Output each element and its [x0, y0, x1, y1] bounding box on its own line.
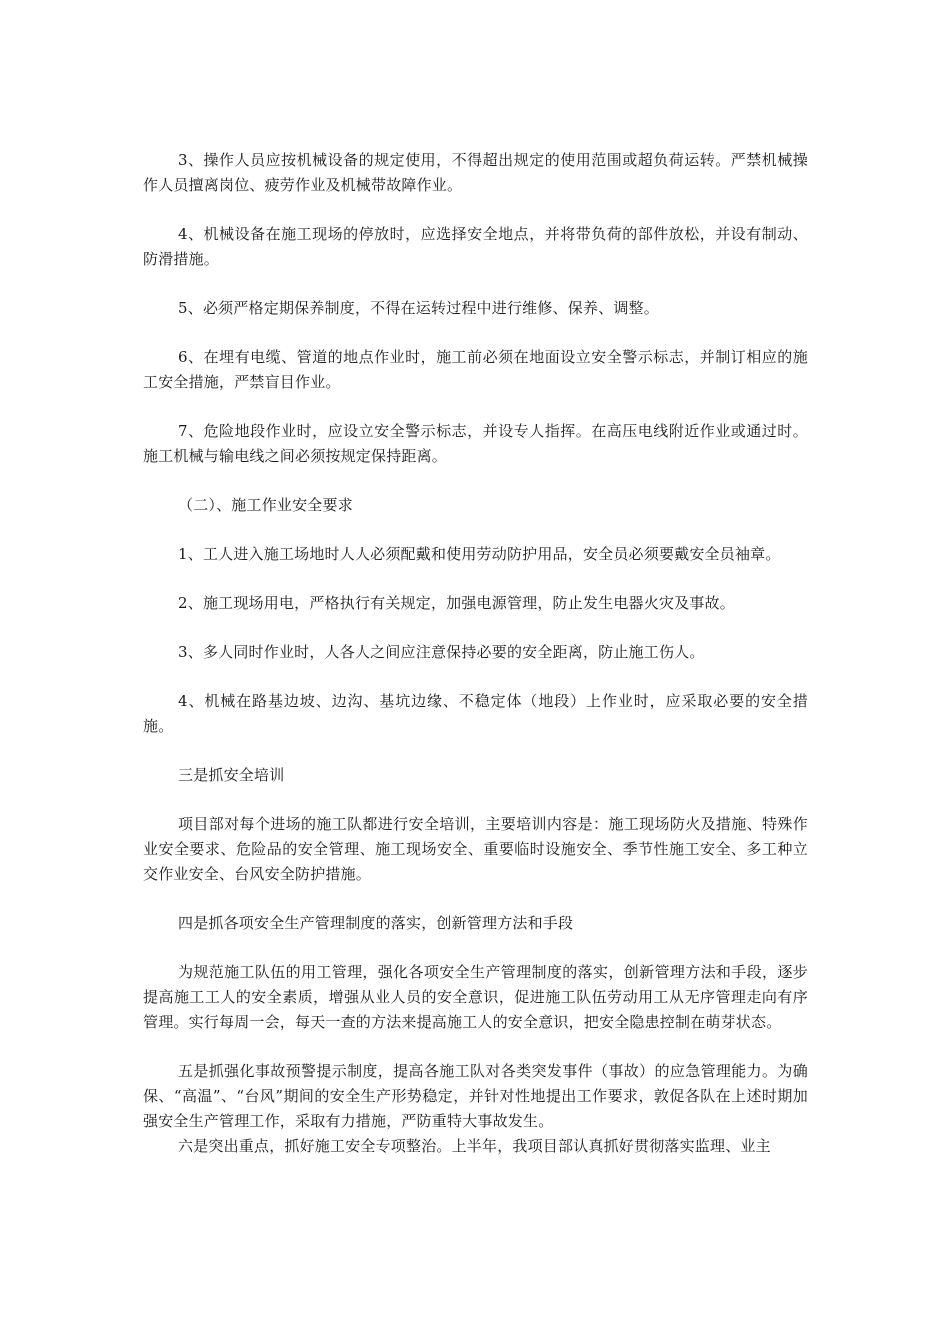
paragraph-dangerous-sections: 7、危险地段作业时，应设立安全警示标志，并设专人指挥。在高压电线附近作业或通过时。施工机械与输电线之间必须按规定保持距离。 [143, 422, 808, 465]
paragraph-special-rectification: 六是突出重点，抓好施工安全专项整治。上半年，我项目部认真抓好贯彻落实监理、业主 [178, 1137, 771, 1155]
document-body [143, 148, 808, 1159]
paragraph-gap [143, 887, 808, 911]
paragraph-gap [143, 739, 808, 763]
paragraph-gap [143, 518, 808, 542]
paragraph-gap [143, 567, 808, 591]
paragraph-gap [143, 198, 808, 222]
paragraph-gap [143, 272, 808, 296]
paragraph-gap [143, 469, 808, 493]
paragraph-gap [143, 936, 808, 960]
paragraph-gap [143, 1035, 808, 1059]
paragraph-gap [143, 321, 808, 345]
paragraph-gap [143, 665, 808, 689]
paragraph-electricity: 2、施工现场用电，严格执行有关规定，加强电源管理，防止发生电器火灾及事故。 [178, 594, 735, 612]
paragraph-buried-cables: 6、在埋有电缆、管道的地点作业时，施工前必须在地面设立安全警示标志，并制订相应的施工安全措施，严禁盲目作业。 [143, 348, 808, 391]
paragraph-machine-parking: 4、机械设备在施工现场的停放时，应选择安全地点，并将带负荷的部件放松，并设有制动、防滑措施。 [143, 225, 808, 268]
paragraph-slope-work: 4、机械在路基边坡、边沟、基坑边缘、不稳定体（地段）上作业时，应采取必要的安全措施。 [143, 692, 808, 735]
section-heading-work-safety: （二）、施工作业安全要求 [178, 496, 353, 514]
section-heading-training: 三是抓安全培训 [178, 766, 285, 784]
section-heading-management: 四是抓各项安全生产管理制度的落实，创新管理方法和手段 [178, 914, 574, 932]
paragraph-protective-gear: 1、工人进入施工场地时人人必须配戴和使用劳动防护用品，安全员必须要戴安全员袖章。 [178, 545, 781, 563]
paragraph-machine-operation: 3、操作人员应按机械设备的规定使用，不得超出规定的使用范围或超负荷运转。严禁机械操作人员擅离岗位、疲劳作业及机械带故障作业。 [143, 151, 808, 194]
paragraph-safe-distance: 3、多人同时作业时，人各人之间应注意保持必要的安全距离，防止施工伤人。 [178, 643, 705, 661]
paragraph-gap [143, 616, 808, 640]
paragraph-training-content: 项目部对每个进场的施工队都进行安全培训，主要培训内容是：施工现场防火及措施、特殊作业安全要求、危险品的安全管理、施工现场安全、重要临时设施安全、季节性施工安全、多工种立交作业安全、台风安全防护措施。 [143, 815, 808, 883]
paragraph-early-warning: 五是抓强化事故预警提示制度，提高各施工队对各类突发事件（事故）的应急管理能力。为确保、“高温”、“台风”期间的安全生产形势稳定，并针对性地提出工作要求，敦促各队在上述时期加强安全生产管理工作，采取有力措施，严防重特大事故发生。 [143, 1062, 808, 1130]
paragraph-maintenance: 5、必须严格定期保养制度，不得在运转过程中进行维修、保养、调整。 [178, 299, 659, 317]
paragraph-gap [143, 395, 808, 419]
paragraph-management-methods: 为规范施工队伍的用工管理，强化各项安全生产管理制度的落实，创新管理方法和手段，逐步提高施工工人的安全素质，增强从业人员的安全意识，促进施工队伍劳动用工从无序管理走向有序管理。实行每周一会，每天一查的方法来提高施工人的安全意识，把安全隐患控制在萌芽状态。 [143, 963, 808, 1031]
paragraph-gap [143, 788, 808, 812]
